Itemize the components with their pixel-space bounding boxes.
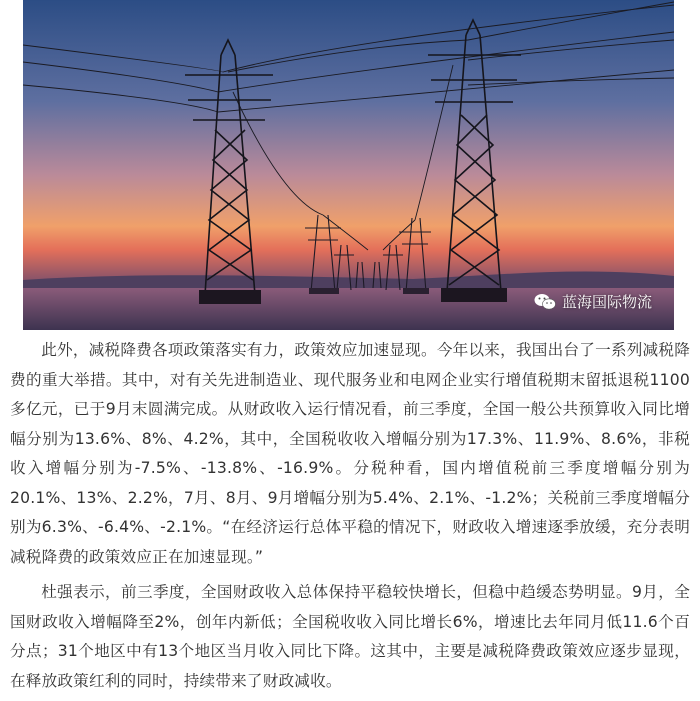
- watermark: [534, 291, 652, 312]
- hero-image: [23, 0, 674, 330]
- power-lines-photo: [23, 0, 674, 330]
- paragraph-1: 此外，减税降费各项政策落实有力，政策效应加速显现。今年以来，我国出台了一系列减税降费的重大举措。其中，对有关先进制造业、现代服务业和电网企业实行增值税期末留抵退税1100多亿元，已于9月末圆满完成。从财政收入运行情况看，前三季度，全国一般公共预算收入同比增幅分别为13.6%、8%、4.2%，其中，全国税收收入增幅分别为17.3%、11.9%、8.6%，非税收入增幅分别为-7.5%、-13.8%、-16.9%。分税种看，国内增值税前三季度增幅分别为20.1%、13%、2.2%，7月、8月、9月增幅分别为5.4%、2.1%、-1.2%；关税前三季度增幅分别为6.3%、-6.4%、-2.1%。“在经济运行总体平稳的情况下，财政收入增速逐季放缓，充分表明减税降费的政策效应正在加速显现。”: [10, 341, 690, 566]
- wechat-icon: [534, 293, 556, 311]
- article-body: [10, 336, 690, 696]
- paragraph-2: 杜强表示，前三季度，全国财政收入总体保持平稳较快增长，但稳中趋缓态势明显。9月，全国财政收入增幅降至2%，创年内新低；全国税收收入同比增长6%，增速比去年同月低11.6个百分点；31个地区中有13个地区当月收入同比下降。这其中，主要是减税降费政策效应逐步显现，在释放政策红利的同时，持续带来了财政减收。: [10, 583, 690, 690]
- watermark-text: 蓝海国际物流: [561, 293, 652, 311]
